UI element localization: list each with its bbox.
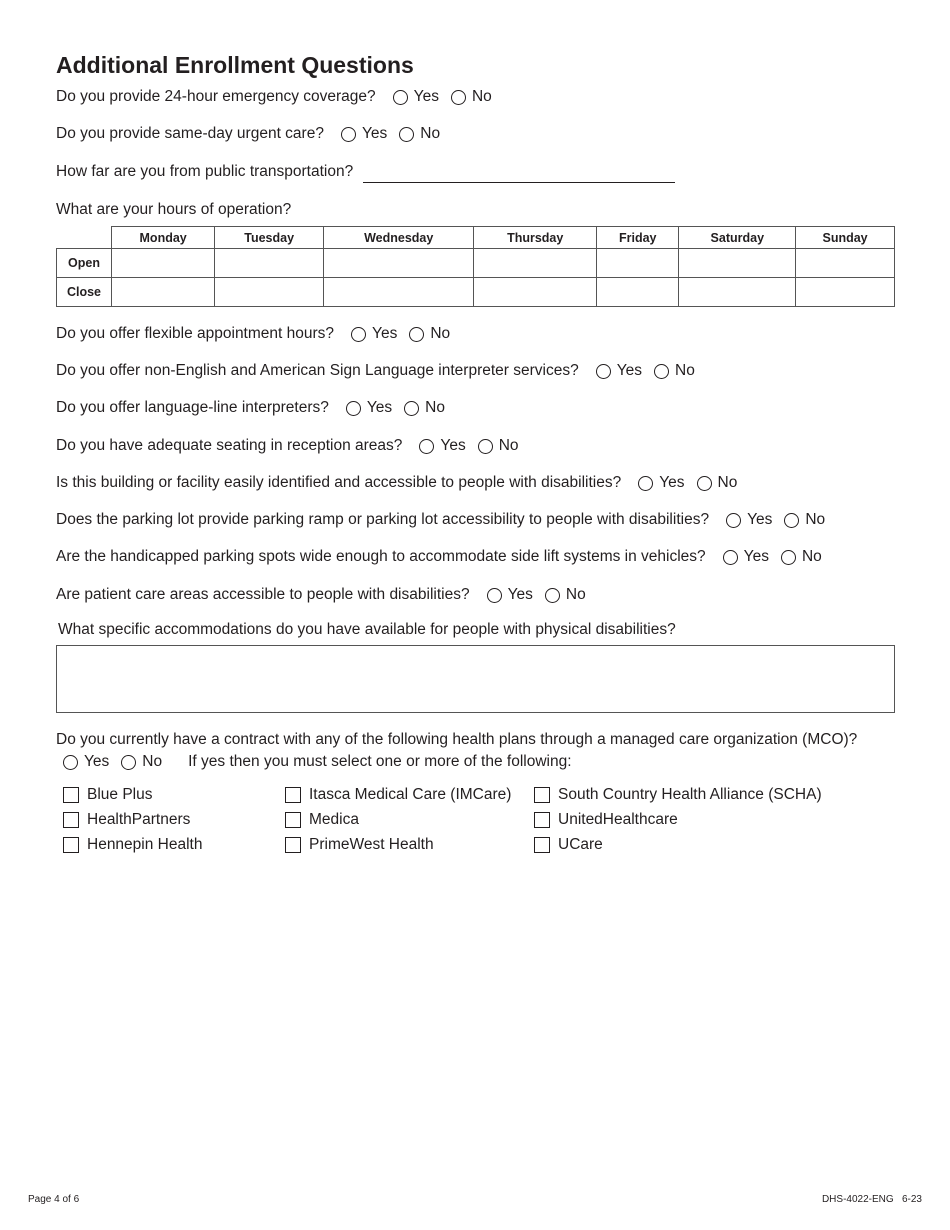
checkbox[interactable] [285,837,301,853]
hours-cell[interactable] [679,249,796,278]
mco-options-row [63,751,572,773]
question-reception-seating [56,435,531,457]
no-label: No [805,511,826,528]
question-text: Do you provide same-day urgent care? [56,125,324,142]
plan-label: UnitedHealthcare [558,811,678,828]
no-label: No [430,325,451,342]
no-label: No [565,586,586,603]
facility-no-radio[interactable] [697,476,712,491]
plan-imcare[interactable] [285,784,511,806]
transportation-distance-field[interactable] [363,162,675,183]
yes-label: Yes [366,399,393,416]
checkbox[interactable] [285,787,301,803]
hours-cell[interactable] [112,278,215,307]
no-label: No [801,548,822,565]
languageline-yes-radio[interactable] [346,401,361,416]
flexible-no-radio[interactable] [409,327,424,342]
mco-yes-radio[interactable] [63,755,78,770]
yes-label: Yes [659,474,685,491]
question-hours [56,199,308,221]
plan-label: HealthPartners [87,811,191,828]
day-header: Wednesday [324,227,474,249]
yes-label: Yes [372,325,398,342]
question-public-transportation [56,161,675,183]
facility-yes-radio[interactable] [638,476,653,491]
question-text: Does the parking lot provide parking ramp or parking lot accessibility to people with disabilities? [56,511,710,528]
plan-healthpartners[interactable] [63,809,190,831]
question-parking-accessibility [56,509,837,531]
checkbox[interactable] [63,837,79,853]
plan-blue-plus[interactable] [63,784,152,806]
interpreter-yes-radio[interactable] [596,364,611,379]
interpreter-no-radio[interactable] [654,364,669,379]
question-text: What are your hours of operation? [56,201,292,218]
question-text: How far are you from public transportation? [56,163,354,180]
yes-label: Yes [84,753,110,770]
row-label-close: Close [57,278,112,307]
checkbox[interactable] [63,787,79,803]
parking-yes-radio[interactable] [726,513,741,528]
seating-yes-radio[interactable] [419,439,434,454]
question-text: Do you currently have a contract with any of the following health plans through a managed care organization (MCO)? [56,731,858,748]
question-text: Are patient care areas accessible to people with disabilities? [56,586,470,603]
hours-table [56,226,895,307]
plan-medica[interactable] [285,809,359,831]
hours-cell[interactable] [597,278,679,307]
languageline-no-radio[interactable] [404,401,419,416]
day-header: Saturday [679,227,796,249]
question-mco-contract [56,729,874,751]
plan-label: Itasca Medical Care (IMCare) [309,786,512,803]
plan-primewest[interactable] [285,834,434,856]
no-label: No [425,399,445,416]
plan-unitedhealthcare[interactable] [534,809,678,831]
no-label: No [420,125,441,142]
question-text: Is this building or facility easily identified and accessible to people with disabilities? [56,474,622,491]
question-emergency-coverage [56,86,504,108]
question-text: Do you provide 24-hour emergency coverage? [56,88,376,105]
day-header: Monday [112,227,215,249]
question-interpreter-services [56,360,707,382]
emergency-yes-radio[interactable] [393,90,408,105]
hours-cell[interactable] [796,249,895,278]
spots-no-radio[interactable] [781,550,796,565]
day-header: Sunday [796,227,895,249]
no-label: No [675,362,695,379]
page-title: Additional Enrollment Questions [56,52,414,78]
checkbox[interactable] [63,812,79,828]
question-handicapped-spots [56,546,834,568]
no-label: No [471,88,492,105]
hours-cell[interactable] [679,278,796,307]
form-id: DHS-4022-ENG 6-23 [821,1194,922,1205]
plan-scha[interactable] [534,784,822,806]
question-urgent-care [56,123,452,145]
careareas-no-radio[interactable] [545,588,560,603]
hours-cell[interactable] [112,249,215,278]
question-flexible-hours [56,323,462,345]
question-accommodations [58,619,693,641]
plan-label: PrimeWest Health [309,836,434,853]
yes-label: Yes [743,548,769,565]
table-corner [57,227,112,249]
hours-cell[interactable] [324,249,474,278]
urgent-no-radio[interactable] [399,127,414,142]
no-label: No [142,753,163,770]
no-label: No [717,474,738,491]
emergency-no-radio[interactable] [451,90,466,105]
careareas-yes-radio[interactable] [487,588,502,603]
checkbox[interactable] [534,787,550,803]
yes-label: Yes [440,437,466,454]
no-label: No [498,437,519,454]
hours-cell[interactable] [215,278,324,307]
mco-instruction: If yes then you must select one or more of the following: [188,753,572,770]
spots-yes-radio[interactable] [723,550,738,565]
row-label-open: Open [57,249,112,278]
parking-no-radio[interactable] [784,513,799,528]
hours-cell[interactable] [474,278,597,307]
yes-label: Yes [747,511,773,528]
yes-label: Yes [361,125,388,142]
urgent-yes-radio[interactable] [341,127,356,142]
plan-hennepin-health[interactable] [63,834,202,856]
plan-label: South Country Health Alliance (SCHA) [558,786,822,803]
hours-cell[interactable] [796,278,895,307]
hours-cell[interactable] [324,278,474,307]
question-text: Do you offer non-English and American Sign Language interpreter services? [56,362,579,379]
day-header: Thursday [474,227,597,249]
hours-cell[interactable] [597,249,679,278]
yes-label: Yes [413,88,439,105]
plan-label: Blue Plus [87,786,153,803]
question-facility-accessible [56,472,749,494]
checkbox[interactable] [534,837,550,853]
question-text: What specific accommodations do you have available for people with physical disabilities? [58,621,676,638]
hours-cell[interactable] [215,249,324,278]
checkbox[interactable] [534,812,550,828]
question-text: Do you have adequate seating in reception areas? [56,437,403,454]
question-language-line [56,397,457,419]
checkbox[interactable] [285,812,301,828]
yes-label: Yes [507,586,533,603]
seating-no-radio[interactable] [478,439,493,454]
mco-no-radio[interactable] [121,755,136,770]
day-header: Tuesday [215,227,324,249]
yes-label: Yes [616,362,643,379]
plan-ucare[interactable] [534,834,603,856]
plan-label: UCare [558,836,603,853]
flexible-yes-radio[interactable] [351,327,366,342]
page-number: Page 4 of 6 [28,1194,80,1205]
question-text: Are the handicapped parking spots wide enough to accommodate side lift systems in vehicles? [56,548,706,565]
hours-cell[interactable] [474,249,597,278]
question-text: Do you offer flexible appointment hours? [56,325,335,342]
plan-label: Medica [309,811,359,828]
accommodations-textarea[interactable] [56,645,895,713]
question-patient-care-areas [56,584,598,606]
plan-label: Hennepin Health [87,836,203,853]
day-header: Friday [597,227,679,249]
question-text: Do you offer language-line interpreters? [56,399,329,416]
